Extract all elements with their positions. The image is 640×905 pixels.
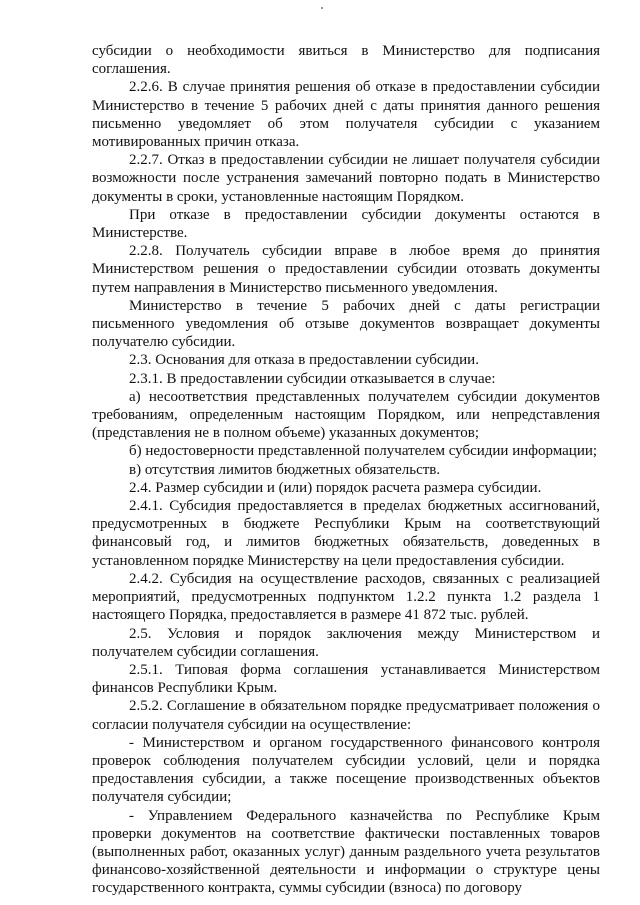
scan-speck	[321, 7, 323, 9]
paragraph-2-3: 2.3. Основания для отказа в предоставлении субсидии.	[129, 352, 479, 369]
paragraph-2-4-2: 2.4.2. Субсидия на осуществление расходов, связанных с реализацией мероприятий, предусмотренных подпунктом 1.2.2 пункта 1.2 раздела 1 настоящего Порядка, предоставляется в размере 41 872 тыс. рублей.	[92, 570, 600, 624]
paragraph-item-a: а) несоответствия представленных получателем субсидии документов требованиям, определенным настоящим Порядком, или непредставления (представления не в полном объеме) указанных документов;	[92, 388, 600, 442]
paragraph-continuation: субсидии о необходимости явиться в Министерство для подписания соглашения.	[92, 43, 600, 78]
paragraph-2-3-1: 2.3.1. В предоставлении субсидии отказывается в случае:	[129, 370, 496, 387]
paragraph-2-5: 2.5. Условия и порядок заключения между Министерством и получателем субсидии соглашения.	[92, 625, 600, 660]
paragraph-ministry-return: Министерство в течение 5 рабочих дней с даты регистрации письменного уведомления об отзыве документов возвращает документы получателю субсидии.	[92, 297, 600, 351]
paragraph-dash-ministry: - Министерством и органом государственного финансового контроля проверок соблюдения получателем субсидии условий, цели и порядка предоставления субсидии, а также посещение производственных объектов получателя субсидии;	[92, 734, 600, 806]
document-body	[92, 42, 600, 898]
paragraph-2-5-2: 2.5.2. Соглашение в обязательном порядке предусматривает положения о согласии получателя субсидии на осуществление:	[92, 698, 600, 733]
paragraph-refusal-documents: При отказе в предоставлении субсидии документы остаются в Министерстве.	[92, 206, 600, 242]
paragraph-2-4: 2.4. Размер субсидии и (или) порядок расчета размера субсидии.	[129, 479, 542, 496]
paragraph-dash-treasury: - Управлением Федерального казначейства по Республике Крым проверки документов на соответствие фактически поставленных товаров (выполненных работ, оказанных услуг) данным раздельного учета результатов финансово-хозяйственной деятельности и информации о структуре цены государственного контракта, суммы субсидии (взноса) по договору	[92, 807, 600, 897]
paragraph-2-2-6: 2.2.6. В случае принятия решения об отказе в предоставлении субсидии Министерство в течение 5 рабочих дней с даты принятия данного решения письменно уведомляет об этом получателя субсидии с указанием мотивированных причин отказа.	[92, 79, 600, 151]
paragraph-2-2-8: 2.2.8. Получатель субсидии вправе в любое время до принятия Министерством решения о предоставлении субсидии отозвать документы путем направления в Министерство письменного уведомления.	[92, 243, 600, 296]
paragraph-2-2-7: 2.2.7. Отказ в предоставлении субсидии не лишает получателя субсидии возможности после устранения замечаний повторно подать в Министерство документы в сроки, установленные настоящим Порядком.	[92, 152, 600, 205]
paragraph-item-b: б) недостоверности представленной получателем субсидии информации;	[129, 443, 598, 460]
paragraph-2-4-1: 2.4.1. Субсидия предоставляется в пределах бюджетных ассигнований, предусмотренных в бюджете Республики Крым на соответствующий финансовый год, и лимитов бюджетных обязательств, доведенных в установленном порядке Министерству на цели предоставления субсидии.	[92, 498, 600, 569]
paragraph-2-5-1: 2.5.1. Типовая форма соглашения устанавливается Министерством финансов Республики Крым.	[92, 661, 600, 697]
paragraph-item-v: в) отсутствия лимитов бюджетных обязательств.	[129, 461, 441, 478]
